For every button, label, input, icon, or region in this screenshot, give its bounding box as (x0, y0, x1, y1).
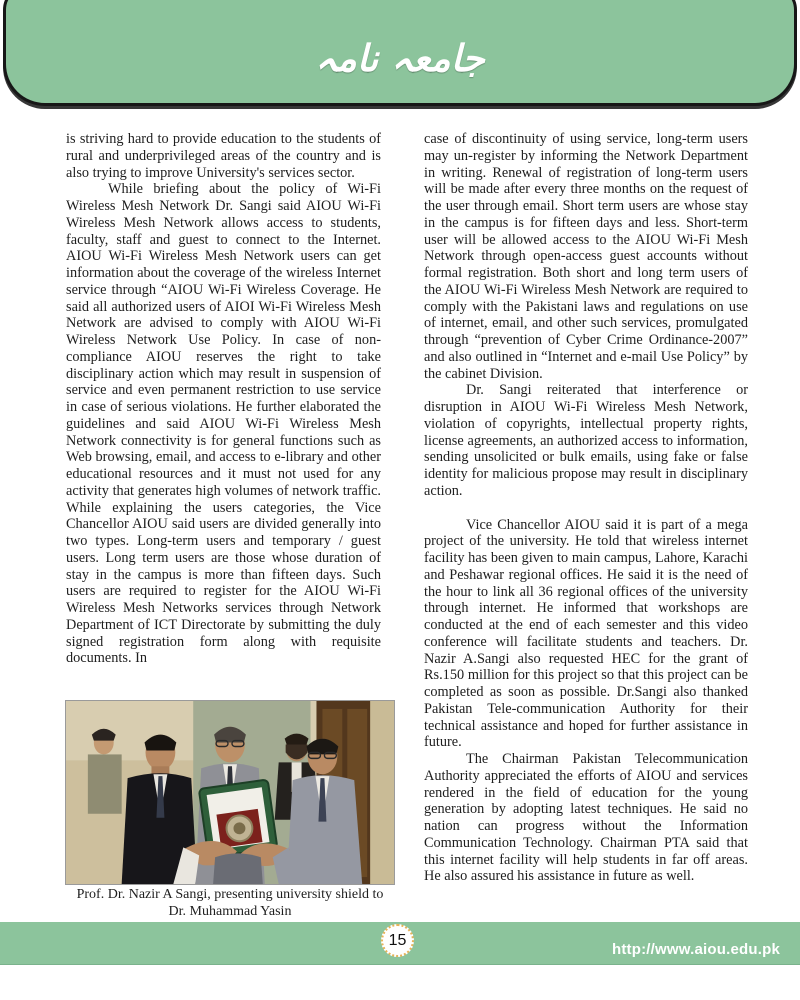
left-column (66, 131, 381, 667)
photo-caption-line1: Prof. Dr. Nazir A Sangi, presenting university shield to (76, 887, 384, 902)
photo-illustration (66, 701, 394, 884)
page-number: 15 (388, 931, 407, 949)
website-url[interactable]: http://www.aiou.edu.pk (612, 941, 781, 958)
ceremony-photo (65, 700, 395, 885)
page-number-badge (381, 924, 414, 957)
paragraph-chairman-pta: The Chairman Pakistan Telecommunication Authority appreciated the efforts of AIOU and services rendered in the field of education for the young generation by adopting latest techniques. He said no nation can progress without the Information Communication Technology. Chairman PTA said that this internet facility will help students in far off areas. He also assured his assistance in future as well. (424, 751, 748, 885)
photo-caption (55, 886, 405, 920)
paragraph-wifi-policy: While briefing about the policy of Wi-Fi Wireless Mesh Network Dr. Sangi said AIOU Wi-Fi Wireless Mesh Network allows access to students, faculty, staff and guest to connect to the Internet. AIOU Wi-Fi Wireless Mesh Network users can get information about the coverage of the wireless Internet service through “AIOU Wi-Fi Wireless Coverage. He said all authorized users of AIOI Wi-Fi Wireless Mesh Network are advised to comply with AIOU Wi-Fi Wireless Network Use Policy. In case of non-compliance AIOU reserves the right to take disciplinary action which may result in suspension of service and even permanent restriction to use service in case of serious violations. He further elaborated the guidelines and said AIOU Wi-Fi Wireless Mesh Network connectivity is for general functions such as Web browsing, email, and access to e-library and other educational resources and it must not used for any activity that generates high volumes of network traffic. While explaining the users categories, the Vice Chancellor AIOU said users are divided generally into two types. Long-term users and temporary / guest users. Long term users are those whose duration of stay in the campus is more than fifteen days. Such users are required to register for the AIOU Wi-Fi Wireless Mesh Networks services through Network Department of ICT Directorate by submitting the duly signed registration form along with requisite documents. In (66, 181, 381, 667)
masthead-banner (3, 0, 797, 106)
paragraph-continuation: is striving hard to provide education to the students of rural and underprivileged areas of the country and is also trying to improve University's services sector. (66, 131, 381, 181)
paragraph-violations: Dr. Sangi reiterated that interference or disruption in AIOU Wi-Fi Wireless Mesh Network, violation of copyrights, intellectual property rights, license agreements, an authorized access to information, sending unsolicited or bulk emails, using fake or false identity for malicious propose may result in disciplinary action. (424, 382, 748, 499)
paragraph-mega-project: Vice Chancellor AIOU said it is part of a mega project of the university. He told that wireless internet facility has been given to main campus, Lahore, Karachi and Peshawar regional offices. He said it is the need of the hour to link all 36 regional offices of the university through internet. He informed that workshops are conducted at the end of each semester and this video conference will facilitate students and teachers. Dr. Nazir A.Sangi also requested HEC for the grant of Rs.150 million for this project so that this project can be completed as soon as possible. Dr.Sangi also thanked Pakistan Tele-communication Authority for their technical assistance and hoped for further assistance in future. (424, 516, 748, 751)
masthead-title-urdu: جامعہ نامہ (315, 36, 485, 80)
right-column (424, 131, 748, 885)
paragraph-registration: case of discontinuity of using service, long-term users may un-register by informing the Network Department in writing. Renewal of registration of long-term users will be made after every three months on the request of the user through email. Short term users are whose stay in the campus is for fifteen days and less. Short-term user will be allowed access to the AIOU Wi-Fi Mesh Network through open-access guest accounts without formal registration. Both short and long term users of the AIOU Wi-Fi Wireless Mesh Network are required to comply with the Pakistani laws and regulations on use of internet, email, and other such services, promulgated through “prevention of Cyber Crime Ordinance-2007” and also outlined in “Internet and e-mail Use Policy” by the cabinet Division. (424, 131, 748, 382)
photo-caption-line2: Dr. Muhammad Yasin (168, 904, 292, 919)
